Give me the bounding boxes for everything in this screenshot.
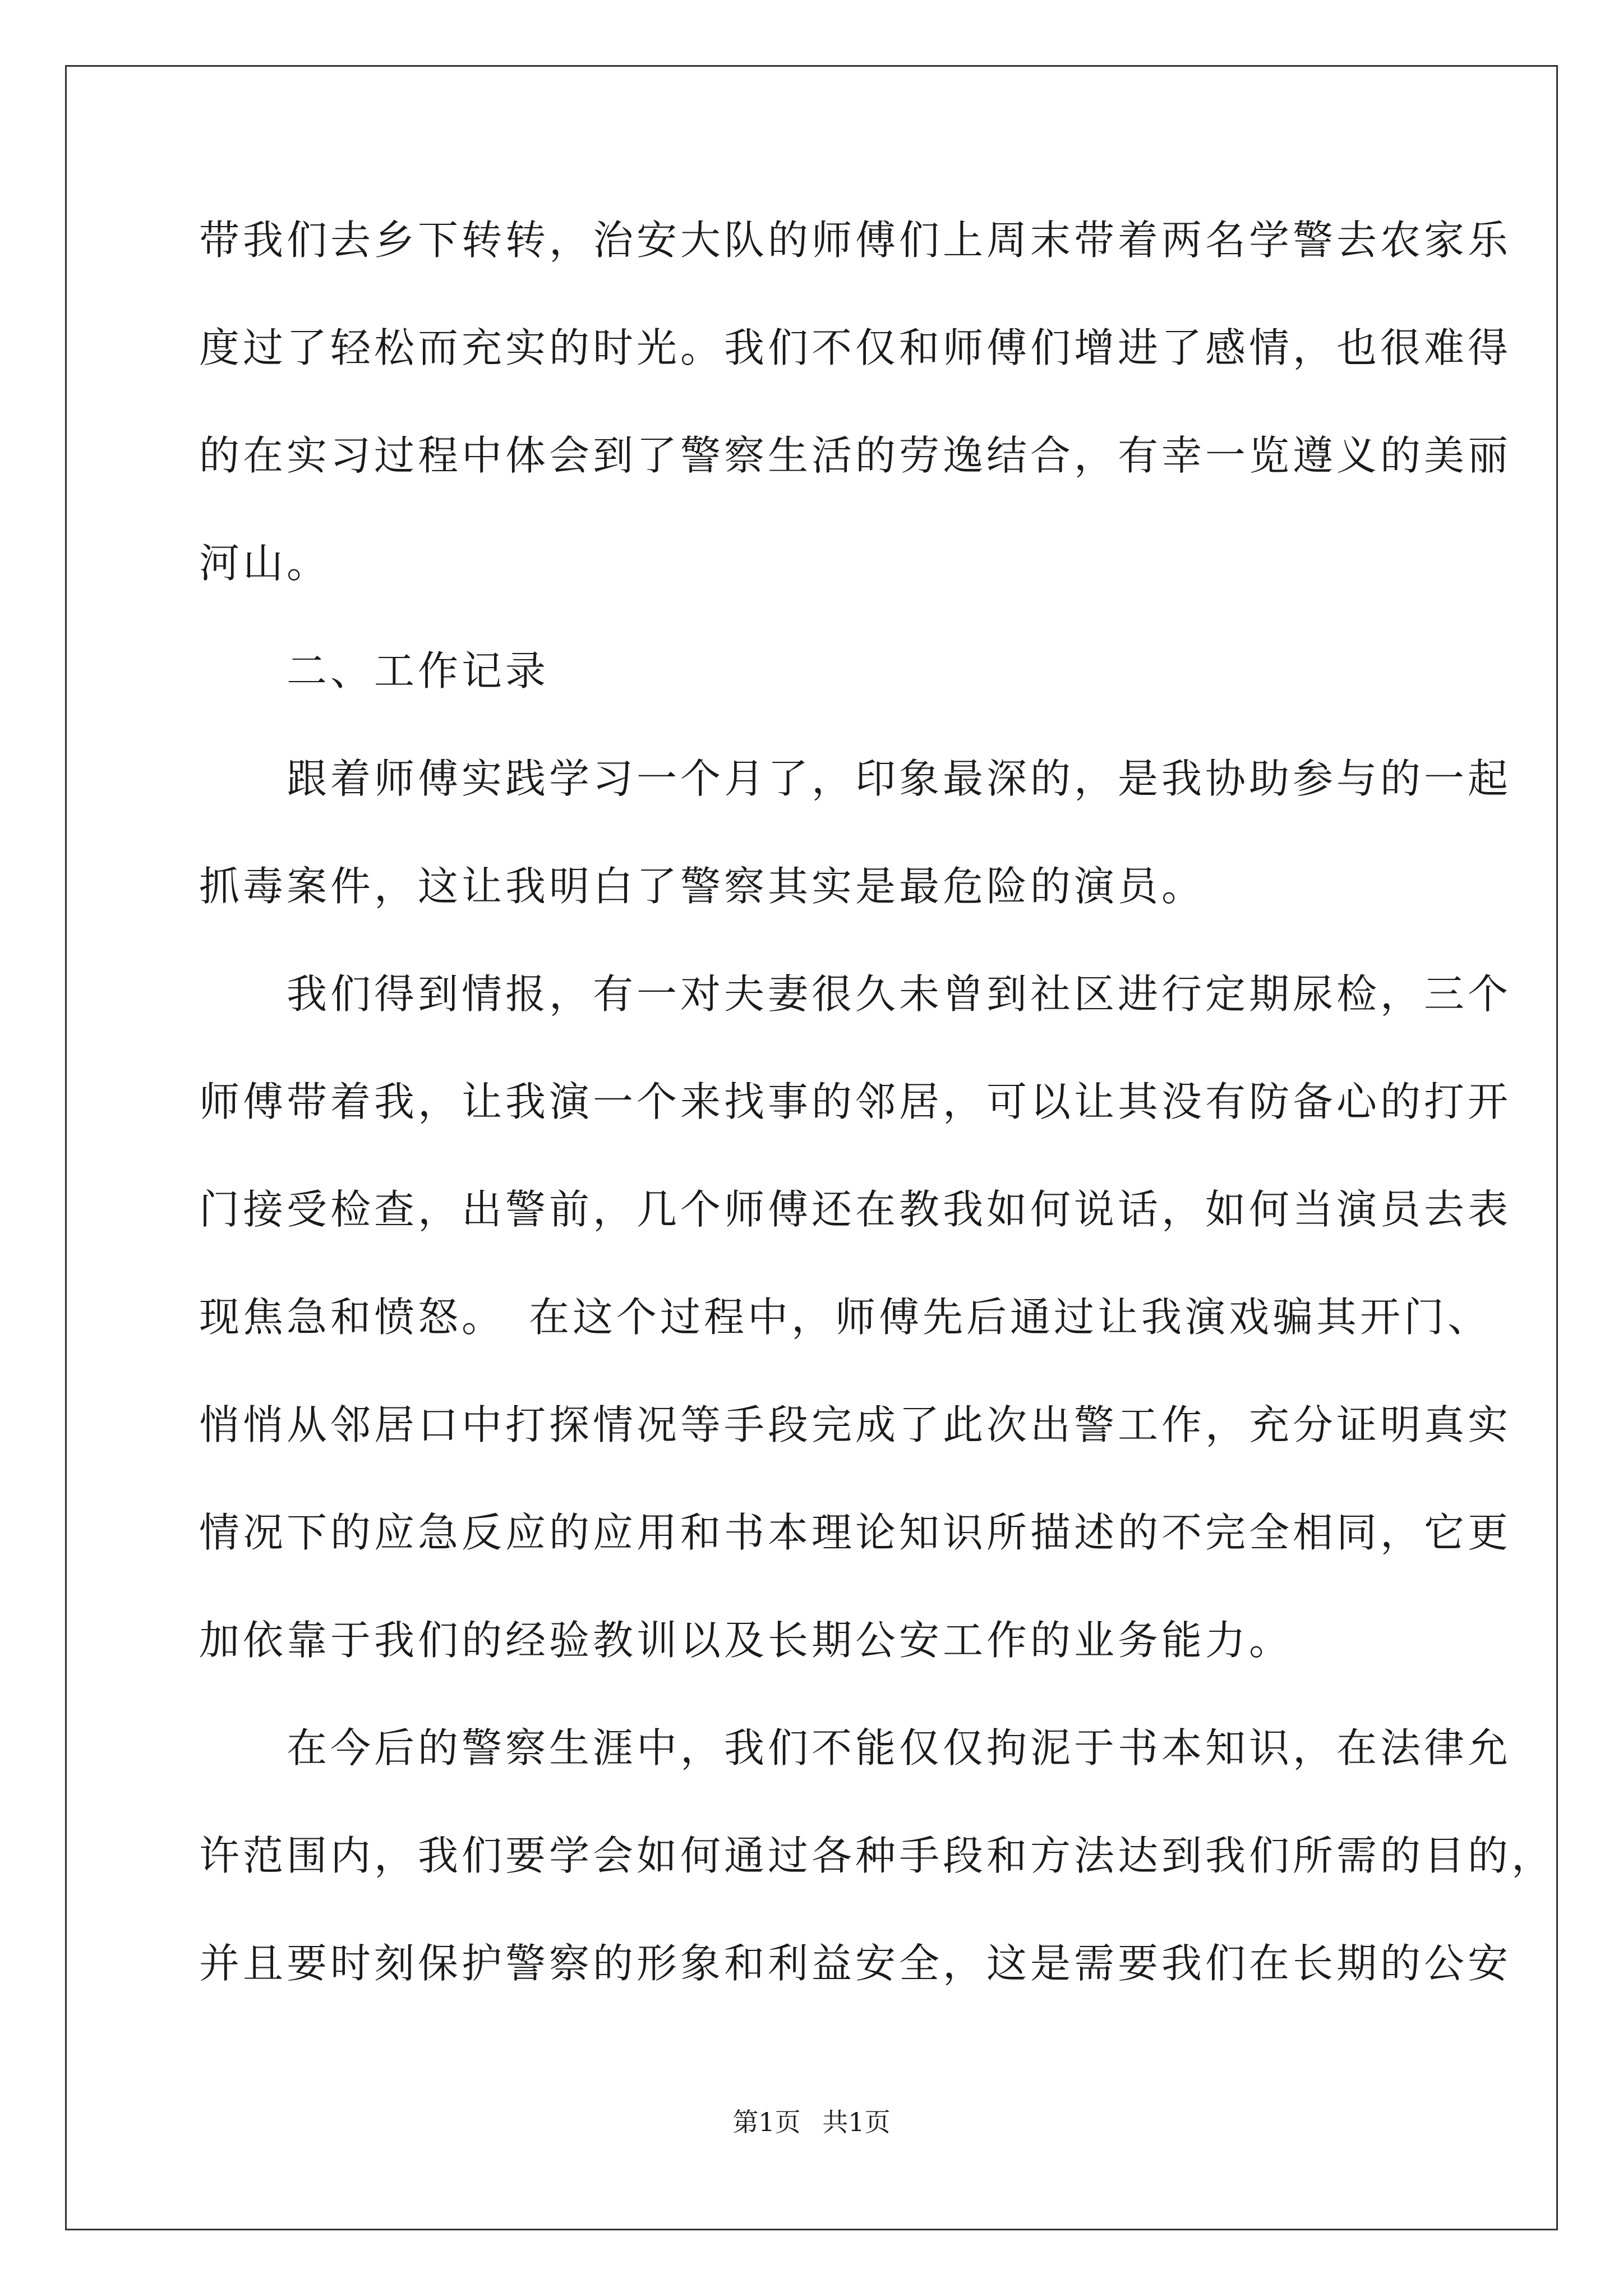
text-line: 悄悄从邻居口中打探情况等手段完成了此次出警工作，充分证明真实 bbox=[199, 1401, 1512, 1448]
text-line: 师傅带着我，让我演一个来找事的邻居，可以让其没有防备心的打开 bbox=[199, 1078, 1512, 1125]
text-line: 河山。 bbox=[199, 540, 331, 587]
text-line: 跟着师傅实践学习一个月了，印象最深的，是我协助参与的一起 bbox=[199, 755, 1512, 802]
text-line: 带我们去乡下转转，治安大队的师傅们上周末带着两名学警去农家乐 bbox=[199, 217, 1512, 264]
text-line: 度过了轻松而充实的时光。我们不仅和师傅们增进了感情，也很难得 bbox=[199, 324, 1512, 371]
text-line: 门接受检查，出警前，几个师傅还在教我如何说话，如何当演员去表 bbox=[199, 1186, 1512, 1233]
text-line: 加依靠于我们的经验教训以及长期公安工作的业务能力。 bbox=[199, 1617, 1293, 1664]
text-line: 情况下的应急反应的应用和书本理论知识所描述的不完全相同，它更 bbox=[199, 1509, 1512, 1556]
text-line: 并且要时刻保护警察的形象和利益安全，这是需要我们在长期的公安 bbox=[199, 1940, 1512, 1987]
text-line: 的在实习过程中体会到了警察生活的劳逸结合，有幸一览遵义的美丽 bbox=[199, 432, 1512, 479]
text-line: 许范围内，我们要学会如何通过各种手段和方法达到我们所需的目的， bbox=[199, 1832, 1556, 1879]
text-line: 我们得到情报，有一对夫妻很久未曾到社区进行定期尿检，三个 bbox=[199, 970, 1512, 1018]
text-line: 现焦急和愤怒。 在这个过程中，师傅先后通过让我演戏骗其开门、 bbox=[199, 1294, 1492, 1341]
document-body bbox=[199, 217, 1556, 2051]
page-total: 共1页 bbox=[822, 2107, 891, 2137]
section-heading: 二、工作记录 bbox=[199, 647, 550, 694]
text-line: 抓毒案件，这让我明白了警察其实是最危险的演员。 bbox=[199, 863, 1206, 910]
text-line: 在今后的警察生涯中，我们不能仅仅拘泥于书本知识，在法律允 bbox=[199, 1724, 1512, 1772]
page-number: 第1页 bbox=[732, 2107, 801, 2137]
page-footer bbox=[0, 2108, 1623, 2136]
